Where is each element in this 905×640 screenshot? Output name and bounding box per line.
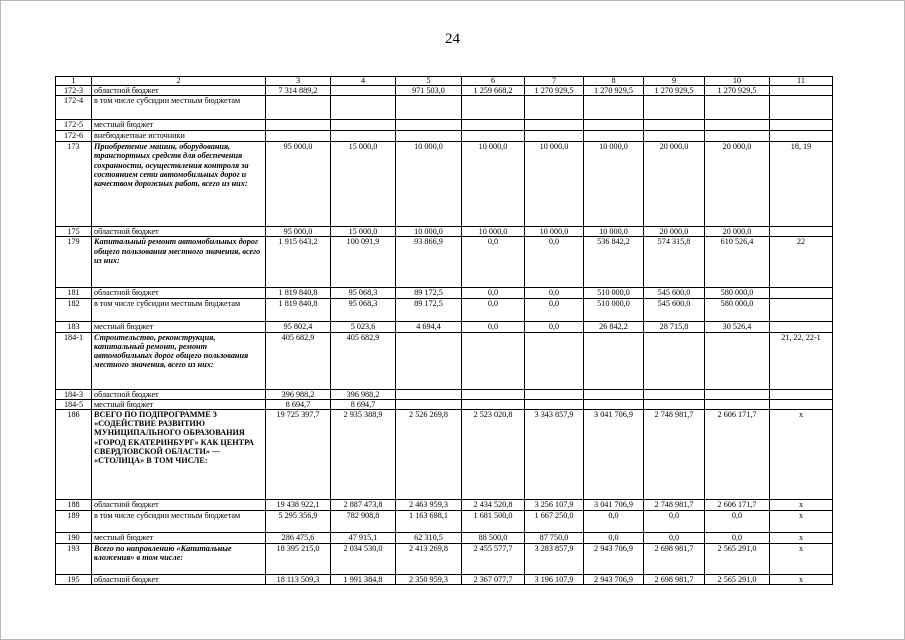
value-cell: 0,0 (462, 321, 525, 332)
value-cell: 0,0 (705, 533, 770, 544)
note-cell: x (770, 575, 833, 585)
value-cell: 3 283 857,9 (525, 544, 584, 575)
value-cell: 2 887 473,8 (331, 500, 396, 511)
value-cell: 15 000,0 (331, 227, 396, 237)
value-cell: 95 802,4 (266, 321, 331, 332)
value-cell (462, 332, 525, 389)
value-cell: 1 270 929,5 (584, 86, 644, 96)
value-cell: 100 091,9 (331, 237, 396, 288)
column-header: 8 (584, 77, 644, 86)
value-cell: 10 000,0 (525, 227, 584, 237)
row-number: 172-5 (56, 120, 92, 131)
value-cell (705, 332, 770, 389)
column-header: 6 (462, 77, 525, 86)
column-header: 1 (56, 77, 92, 86)
value-cell (266, 120, 331, 131)
table-row (56, 533, 833, 544)
row-number: 184-5 (56, 399, 92, 409)
value-cell: 2 463 959,3 (396, 500, 462, 511)
value-cell (584, 96, 644, 120)
value-cell: 405 682,9 (331, 332, 396, 389)
note-cell: x (770, 544, 833, 575)
row-label: Капитальный ремонт автомобильных дорог общего пользования местного значения, всего из них: (92, 237, 266, 288)
value-cell (644, 131, 705, 142)
value-cell: 574 315,8 (644, 237, 705, 288)
value-cell: 2 748 981,7 (644, 410, 705, 500)
note-cell: x (770, 410, 833, 500)
value-cell: 95 000,0 (266, 227, 331, 237)
value-cell: 0,0 (525, 298, 584, 321)
value-cell: 1 270 929,5 (644, 86, 705, 96)
row-number: 175 (56, 227, 92, 237)
value-cell: 2 606 171,7 (705, 500, 770, 511)
value-cell (705, 389, 770, 399)
value-cell: 2 413 269,8 (396, 544, 462, 575)
table-row (56, 389, 833, 399)
value-cell (331, 120, 396, 131)
value-cell: 2 606 171,7 (705, 410, 770, 500)
row-number: 189 (56, 511, 92, 533)
row-label: местный бюджет (92, 321, 266, 332)
column-header: 5 (396, 77, 462, 86)
table-header-row (56, 77, 833, 86)
value-cell: 62 310,5 (396, 533, 462, 544)
note-cell (770, 399, 833, 409)
value-cell: 8 694,7 (266, 399, 331, 409)
value-cell: 4 694,4 (396, 321, 462, 332)
value-cell: 1 819 840,8 (266, 288, 331, 298)
table-row (56, 288, 833, 298)
row-number: 172-3 (56, 86, 92, 96)
value-cell: 782 908,8 (331, 511, 396, 533)
value-cell (584, 120, 644, 131)
value-cell (266, 96, 331, 120)
note-cell: 21, 22, 22-1 (770, 332, 833, 389)
note-cell: x (770, 533, 833, 544)
value-cell: 2 455 577,7 (462, 544, 525, 575)
value-cell: 396 988,2 (331, 389, 396, 399)
value-cell (584, 131, 644, 142)
value-cell (525, 389, 584, 399)
value-cell: 510 000,0 (584, 298, 644, 321)
value-cell: 1 991 384,8 (331, 575, 396, 585)
value-cell: 545 600,0 (644, 288, 705, 298)
value-cell: 15 000,0 (331, 142, 396, 227)
value-cell: 1 259 668,2 (462, 86, 525, 96)
value-cell: 405 682,9 (266, 332, 331, 389)
value-cell: 0,0 (584, 511, 644, 533)
table-row (56, 544, 833, 575)
value-cell: 0,0 (462, 237, 525, 288)
value-cell: 3 041 706,9 (584, 500, 644, 511)
value-cell (462, 399, 525, 409)
row-label: областной бюджет (92, 575, 266, 585)
row-label: Строительство, реконструкция, капитальный ремонт, ремонт автомобильных дорог общего пользования местного значения, всего из них: (92, 332, 266, 389)
value-cell: 3 256 107,9 (525, 500, 584, 511)
table-row (56, 500, 833, 511)
row-number: 179 (56, 237, 92, 288)
value-cell (525, 399, 584, 409)
value-cell: 10 000,0 (396, 227, 462, 237)
note-cell (770, 96, 833, 120)
value-cell: 1 681 500,0 (462, 511, 525, 533)
value-cell: 510 000,0 (584, 288, 644, 298)
value-cell: 0,0 (525, 288, 584, 298)
value-cell: 396 988,2 (266, 389, 331, 399)
table-row (56, 142, 833, 227)
value-cell: 2 565 291,0 (705, 575, 770, 585)
value-cell (331, 86, 396, 96)
value-cell: 1 819 840,8 (266, 298, 331, 321)
value-cell: 0,0 (644, 533, 705, 544)
value-cell: 2 367 077,7 (462, 575, 525, 585)
table-row (56, 237, 833, 288)
value-cell: 10 000,0 (584, 142, 644, 227)
value-cell: 580 000,0 (705, 288, 770, 298)
value-cell (584, 389, 644, 399)
value-cell (331, 131, 396, 142)
row-label: областной бюджет (92, 500, 266, 511)
value-cell: 2 034 530,0 (331, 544, 396, 575)
value-cell: 2 748 981,7 (644, 500, 705, 511)
value-cell (525, 332, 584, 389)
value-cell: 10 000,0 (396, 142, 462, 227)
value-cell: 20 000,0 (705, 227, 770, 237)
value-cell: 7 314 889,2 (266, 86, 331, 96)
value-cell: 536 842,2 (584, 237, 644, 288)
row-label: внебюджетные источники (92, 131, 266, 142)
table-row (56, 321, 833, 332)
row-number: 186 (56, 410, 92, 500)
row-number: 182 (56, 298, 92, 321)
note-cell: 22 (770, 237, 833, 288)
value-cell: 2 935 388,9 (331, 410, 396, 500)
value-cell (331, 96, 396, 120)
row-number: 172-6 (56, 131, 92, 142)
value-cell: 93 866,9 (396, 237, 462, 288)
value-cell: 1 667 250,0 (525, 511, 584, 533)
value-cell: 88 500,0 (462, 533, 525, 544)
value-cell: 0,0 (705, 511, 770, 533)
value-cell: 971 503,0 (396, 86, 462, 96)
value-cell: 580 000,0 (705, 298, 770, 321)
value-cell: 87 750,0 (525, 533, 584, 544)
row-label: местный бюджет (92, 399, 266, 409)
value-cell: 0,0 (525, 321, 584, 332)
value-cell: 3 343 857,9 (525, 410, 584, 500)
value-cell (396, 96, 462, 120)
row-label: местный бюджет (92, 533, 266, 544)
value-cell: 10 000,0 (462, 227, 525, 237)
value-cell (644, 332, 705, 389)
note-cell (770, 389, 833, 399)
table-row (56, 575, 833, 585)
row-label: местный бюджет (92, 120, 266, 131)
row-number: 184-1 (56, 332, 92, 389)
value-cell: 10 000,0 (525, 142, 584, 227)
row-number: 183 (56, 321, 92, 332)
value-cell: 2 523 020,8 (462, 410, 525, 500)
value-cell: 545 600,0 (644, 298, 705, 321)
value-cell: 47 915,1 (331, 533, 396, 544)
value-cell: 1 163 698,1 (396, 511, 462, 533)
value-cell: 19 438 922,1 (266, 500, 331, 511)
column-header: 3 (266, 77, 331, 86)
value-cell: 89 172,5 (396, 288, 462, 298)
value-cell: 2 565 291,0 (705, 544, 770, 575)
value-cell (525, 120, 584, 131)
row-label: областной бюджет (92, 86, 266, 96)
value-cell: 2 698 981,7 (644, 544, 705, 575)
value-cell (705, 399, 770, 409)
value-cell: 95 000,0 (266, 142, 331, 227)
value-cell (584, 399, 644, 409)
value-cell: 20 000,0 (644, 142, 705, 227)
row-label: в том числе субсидии местным бюджетам (92, 96, 266, 120)
value-cell: 2 698 981,7 (644, 575, 705, 585)
value-cell: 610 526,4 (705, 237, 770, 288)
table-row (56, 332, 833, 389)
row-label: ВСЕГО ПО ПОДПРОГРАММЕ 3 «СОДЕЙСТВИЕ РАЗВИТИЮ МУНИЦИПАЛЬНОГО ОБРАЗОВАНИЯ «ГОРОД ЕКАТЕРИНБУРГ» КАК ЦЕНТРА СВЕРДЛОВСКОЙ ОБЛАСТИ» — «СТОЛИЦА» В ТОМ ЧИСЛЕ: (92, 410, 266, 500)
value-cell (705, 131, 770, 142)
value-cell (525, 131, 584, 142)
table-row (56, 120, 833, 131)
table-row (56, 131, 833, 142)
column-header: 4 (331, 77, 396, 86)
column-header: 7 (525, 77, 584, 86)
row-number: 181 (56, 288, 92, 298)
table-row (56, 410, 833, 500)
table-row (56, 86, 833, 96)
value-cell: 95 068,3 (331, 288, 396, 298)
column-header: 9 (644, 77, 705, 86)
value-cell (396, 131, 462, 142)
value-cell: 89 172,5 (396, 298, 462, 321)
value-cell: 1 270 929,5 (705, 86, 770, 96)
value-cell: 2 434 520,8 (462, 500, 525, 511)
value-cell: 1 270 929,5 (525, 86, 584, 96)
value-cell: 10 000,0 (462, 142, 525, 227)
note-cell (770, 298, 833, 321)
table-body (56, 77, 833, 585)
row-label: Приобретение машин, оборудования, транспортных средств для обеспечения сохранности, осуществления контроля за состоянием сети автомобильных дорог и качеством дорожных работ, всего из них: (92, 142, 266, 227)
value-cell (644, 120, 705, 131)
row-label: Всего по направлению «Капитальные вложения» в том числе: (92, 544, 266, 575)
value-cell: 2 350 959,3 (396, 575, 462, 585)
value-cell: 5 023,6 (331, 321, 396, 332)
value-cell (462, 96, 525, 120)
value-cell (584, 332, 644, 389)
value-cell (705, 96, 770, 120)
table-row (56, 298, 833, 321)
column-header: 10 (705, 77, 770, 86)
value-cell: 286 475,6 (266, 533, 331, 544)
row-label: областной бюджет (92, 288, 266, 298)
note-cell: x (770, 500, 833, 511)
value-cell: 3 196 107,9 (525, 575, 584, 585)
value-cell: 10 000,0 (584, 227, 644, 237)
value-cell (644, 96, 705, 120)
note-cell (770, 120, 833, 131)
note-cell (770, 288, 833, 298)
value-cell: 18 113 509,3 (266, 575, 331, 585)
value-cell: 0,0 (462, 298, 525, 321)
note-cell (770, 131, 833, 142)
value-cell: 30 526,4 (705, 321, 770, 332)
column-header: 2 (92, 77, 266, 86)
value-cell: 0,0 (462, 288, 525, 298)
row-number: 184-3 (56, 389, 92, 399)
value-cell: 8 694,7 (331, 399, 396, 409)
note-cell: 18, 19 (770, 142, 833, 227)
value-cell (396, 120, 462, 131)
table-row (56, 227, 833, 237)
value-cell: 2 526 269,8 (396, 410, 462, 500)
value-cell (396, 389, 462, 399)
value-cell: 5 295 356,9 (266, 511, 331, 533)
value-cell: 95 068,3 (331, 298, 396, 321)
value-cell: 20 000,0 (644, 227, 705, 237)
note-cell: x (770, 511, 833, 533)
value-cell: 19 725 397,7 (266, 410, 331, 500)
value-cell (644, 389, 705, 399)
value-cell: 20 000,0 (705, 142, 770, 227)
table-row (56, 511, 833, 533)
row-number: 172-4 (56, 96, 92, 120)
row-number: 173 (56, 142, 92, 227)
budget-table (55, 76, 833, 585)
row-number: 195 (56, 575, 92, 585)
note-cell (770, 321, 833, 332)
value-cell: 3 041 706,9 (584, 410, 644, 500)
table-row (56, 399, 833, 409)
value-cell (462, 120, 525, 131)
value-cell: 0,0 (584, 533, 644, 544)
value-cell (462, 389, 525, 399)
column-header: 11 (770, 77, 833, 86)
row-label: областной бюджет (92, 227, 266, 237)
value-cell (462, 131, 525, 142)
row-number: 193 (56, 544, 92, 575)
value-cell: 0,0 (525, 237, 584, 288)
row-number: 188 (56, 500, 92, 511)
value-cell: 26 842,2 (584, 321, 644, 332)
value-cell: 1 915 643,2 (266, 237, 331, 288)
row-label: в том числе субсидии местным бюджетам (92, 511, 266, 533)
table-row (56, 96, 833, 120)
value-cell: 18 395 215,0 (266, 544, 331, 575)
value-cell: 0,0 (644, 511, 705, 533)
note-cell (770, 227, 833, 237)
value-cell: 2 943 706,9 (584, 575, 644, 585)
value-cell (525, 96, 584, 120)
value-cell (396, 399, 462, 409)
value-cell (705, 120, 770, 131)
value-cell (644, 399, 705, 409)
row-label: в том числе субсидии местным бюджетам (92, 298, 266, 321)
value-cell: 28 715,8 (644, 321, 705, 332)
note-cell (770, 86, 833, 96)
value-cell: 2 943 706,9 (584, 544, 644, 575)
row-number: 190 (56, 533, 92, 544)
value-cell (266, 131, 331, 142)
value-cell (396, 332, 462, 389)
page-number: 24 (445, 31, 460, 47)
row-label: областной бюджет (92, 389, 266, 399)
